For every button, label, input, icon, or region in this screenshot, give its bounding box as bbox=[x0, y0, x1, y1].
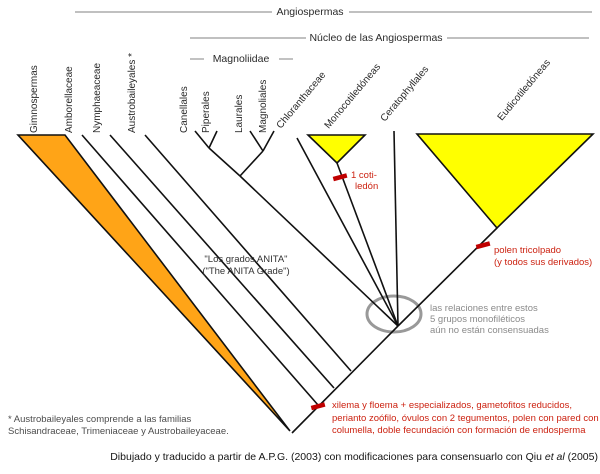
taxon-label-piperales: Piperales bbox=[201, 91, 212, 133]
footnote-line2: Schisandraceae, Trimeniaceae y Austrobaileyaceae. bbox=[8, 426, 229, 437]
austrobaileyales-footnote bbox=[8, 414, 229, 438]
laurales-magnoliales-stem bbox=[240, 151, 263, 176]
source-caption-prefix: Dibujado y traducido a partir de A.P.G. (2003) con modificaciones para consensuarlo con Qiu bbox=[110, 451, 545, 463]
monocots-triangle bbox=[308, 135, 365, 163]
tricolpate-pollen-line2: (y todos sus derivados) bbox=[494, 256, 593, 268]
footnote-line1: * Austrobaileyales comprende a las familias bbox=[8, 414, 192, 425]
angiosperm-characters-tick bbox=[311, 402, 326, 410]
angiosperm-characters-note bbox=[332, 400, 599, 438]
canellales-piperales-stem bbox=[209, 148, 240, 176]
chloranthaceae-branch bbox=[297, 138, 398, 326]
anita-grade-line2: ("The ANITA Grade") bbox=[202, 266, 290, 277]
angiosperm-characters-line2: perianto zoófilo, óvulos con 2 tegumentos, polen con pared con bbox=[332, 412, 599, 424]
angiospermas-bracket-label: Angiospermas bbox=[276, 6, 344, 18]
source-caption-etal: et al bbox=[544, 451, 565, 463]
tree-branches bbox=[82, 131, 497, 433]
taxon-label-amborellaceae: Amborellaceae bbox=[64, 66, 75, 133]
taxon-label-nymphaeaceae: Nymphaeaceae bbox=[92, 62, 103, 133]
taxon-label-gimnospermas: Gimnospermas bbox=[29, 65, 40, 133]
canellales-branch bbox=[195, 131, 209, 148]
one-cotyledon-tick bbox=[333, 173, 348, 181]
polytomy-note-line1: las relaciones entre estos bbox=[430, 303, 538, 314]
laurales-branch bbox=[250, 131, 263, 151]
piperales-branch bbox=[209, 131, 217, 148]
taxon-label-laurales: Laurales bbox=[234, 94, 245, 133]
polytomy-note-line2: 5 grupos monofiléticos bbox=[430, 314, 526, 325]
one-cotyledon-line1: 1 coti- bbox=[351, 170, 377, 181]
magnoliidae-stem-branch bbox=[240, 176, 398, 326]
angiosperm-characters-line1: xilema y floema + especializados, gametofitos reducidos, bbox=[332, 400, 572, 411]
taxon-label-austrobaileyales: Austrobaileyales * bbox=[127, 52, 138, 133]
gymnosperms-wedge bbox=[18, 135, 290, 431]
taxon-label-ceratophyllales: Ceratophyllales bbox=[378, 64, 432, 124]
taxon-label-eudicotiledoneas: Eudicotiledóneas bbox=[495, 57, 553, 123]
character-ticks bbox=[311, 170, 491, 410]
taxon-label-monocotiledoneas: Monocotiledóneas bbox=[322, 61, 384, 131]
magnoliidae-bracket-label: Magnoliidae bbox=[212, 53, 270, 65]
source-caption-suffix: (2005) bbox=[564, 451, 598, 463]
one-cotyledon-line2: ledón bbox=[355, 180, 379, 192]
polytomy-note bbox=[430, 303, 549, 336]
tricolpate-pollen-line1: polen tricolpado bbox=[494, 245, 562, 256]
angiosperm-characters-line3: columella, doble fecundación con formación de endosperma bbox=[332, 425, 586, 436]
source-caption bbox=[110, 451, 598, 463]
taxon-label-canellales: Canellales bbox=[179, 86, 190, 133]
tricolpate-pollen-note bbox=[494, 245, 592, 268]
nucleo-bracket-label: Núcleo de las Angiospermas bbox=[309, 32, 443, 44]
taxon-label-chloranthaceae: Chloranthaceae bbox=[274, 69, 329, 131]
magnoliales-branch bbox=[263, 131, 274, 151]
anita-grade-note bbox=[176, 254, 316, 278]
taxon-label-magnoliales: Magnoliales bbox=[258, 79, 269, 133]
polytomy-note-line3: aún no están consensuadas bbox=[430, 325, 549, 336]
one-cotyledon-note bbox=[351, 171, 378, 192]
anita-grade-line1: "Los grados ANITA" bbox=[204, 254, 288, 265]
eudicots-triangle bbox=[417, 134, 593, 228]
